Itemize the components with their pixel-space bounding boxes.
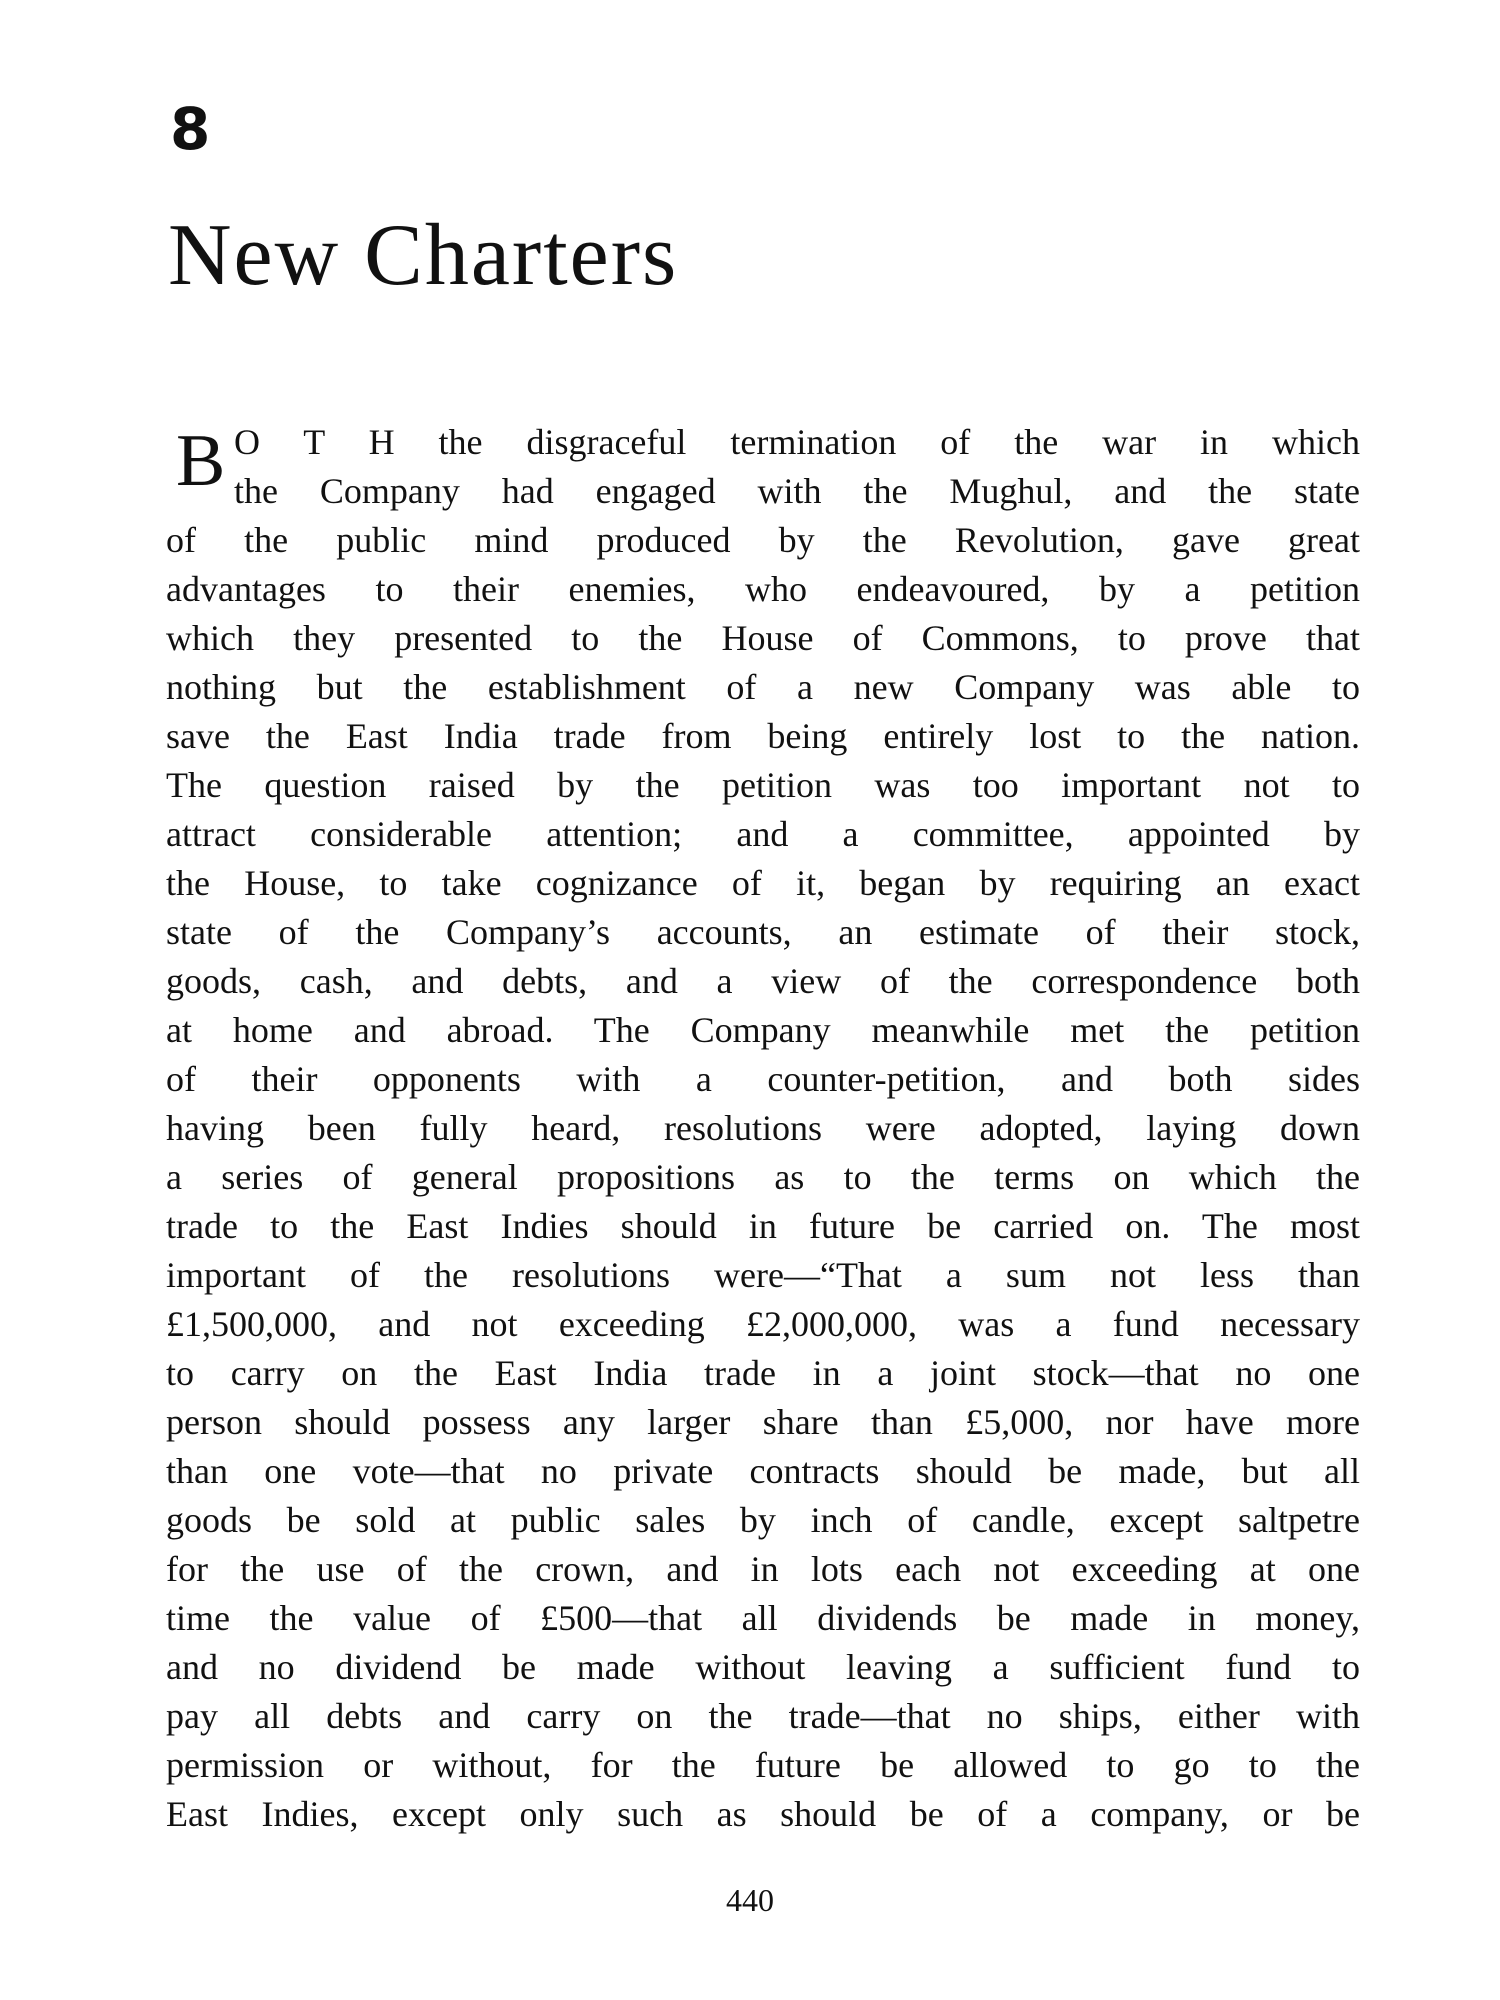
text-line: advantages to their enemies, who endeavoured, by a petition [166,569,1360,609]
text-line: save the East India trade from being entirely lost to the nation. [166,716,1360,756]
text-line: than one vote—that no private contracts should be made, but all [166,1451,1360,1491]
text-line: important of the resolutions were—“That a sum not less than [166,1255,1360,1295]
text-line: the Company had engaged with the Mughul, and the state [234,471,1360,511]
text-line: having been fully heard, resolutions were adopted, laying down [166,1108,1360,1148]
text-line: O T H the disgraceful termination of the war in which [234,422,1360,462]
text-line: state of the Company’s accounts, an estimate of their stock, [166,912,1360,952]
text-line: the House, to take cognizance of it, began by requiring an exact [166,863,1360,903]
text-line: to carry on the East India trade in a joint stock—that no one [166,1353,1360,1393]
text-line: goods, cash, and debts, and a view of the correspondence both [166,961,1360,1001]
text-line: goods be sold at public sales by inch of candle, except saltpetre [166,1500,1360,1540]
text-line: The question raised by the petition was too important not to [166,765,1360,805]
text-line: for the use of the crown, and in lots each not exceeding at one [166,1549,1360,1589]
text-line: attract considerable attention; and a committee, appointed by [166,814,1360,854]
text-line: a series of general propositions as to the terms on which the [166,1157,1360,1197]
text-line: of their opponents with a counter-petition, and both sides [166,1059,1360,1099]
text-line: permission or without, for the future be allowed to go to the [166,1745,1360,1785]
text-line: person should possess any larger share than £5,000, nor have more [166,1402,1360,1442]
text-line: nothing but the establishment of a new Company was able to [166,667,1360,707]
text-line: £1,500,000, and not exceeding £2,000,000, was a fund necessary [166,1304,1360,1344]
chapter-title: New Charters [168,207,679,304]
text-line: pay all debts and carry on the trade—that no ships, either with [166,1696,1360,1736]
body-paragraph [166,418,1360,1839]
page-number: 440 [726,1882,774,1918]
drop-cap: B [176,420,226,502]
text-line: East Indies, except only such as should be of a company, or be [166,1794,1360,1834]
text-line: and no dividend be made without leaving a sufficient fund to [166,1647,1360,1687]
chapter-number: 8 [170,95,211,163]
text-line: trade to the East Indies should in future be carried on. The most [166,1206,1360,1246]
text-line: at home and abroad. The Company meanwhile met the petition [166,1010,1360,1050]
text-line: which they presented to the House of Commons, to prove that [166,618,1360,658]
text-line: time the value of £500—that all dividends be made in money, [166,1598,1360,1638]
text-line: of the public mind produced by the Revolution, gave great [166,520,1360,560]
